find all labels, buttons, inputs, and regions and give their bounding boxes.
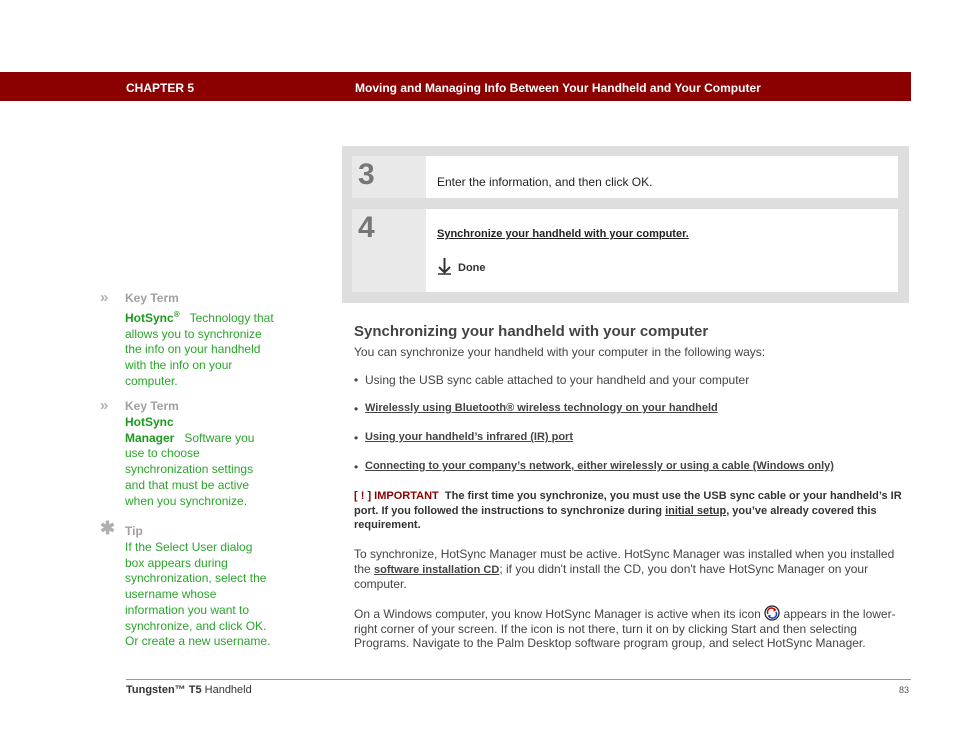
initial-setup-link[interactable]: initial setup: [665, 504, 727, 517]
steps-panel: [342, 146, 909, 303]
asterisk-icon: ✱: [100, 518, 116, 538]
paragraph-1: [354, 547, 904, 592]
step-4: [352, 209, 898, 292]
important-tag: IMPORTANT: [374, 490, 439, 502]
para1-text-1: To synchronize, HotSync Manager must be active. HotSync Manager was installed when you installed the: [354, 547, 895, 576]
chapter-label: CHAPTER 5: [126, 81, 195, 95]
sidebar-body: [125, 307, 275, 390]
sidebar-body: [125, 415, 275, 509]
done-label: Done: [458, 262, 486, 274]
network-link[interactable]: Connecting to your company’s network, either wirelessly or using a cable (Windows only): [365, 460, 834, 472]
section-intro: You can synchronize your handheld with your computer in the following ways:: [354, 345, 766, 359]
term-definition: Technology that allows you to synchronize the info on your handheld with the info on your computer.: [125, 311, 274, 388]
step-number: 4: [352, 209, 426, 292]
chapter-title: Moving and Managing Info Between Your Handheld and Your Computer: [355, 81, 761, 95]
term-line-2: Manager: [125, 430, 175, 445]
paragraph-2: [354, 605, 904, 651]
down-arrow-icon: [437, 257, 452, 275]
important-text-1: The first time you synchronize, you must use the USB sync cable or your handheld’s IR port. If you followed the instructions to synchronize during: [354, 490, 902, 517]
footer-product: [126, 684, 252, 696]
step-3: [352, 156, 898, 198]
para2-text-1: On a Windows computer, you know HotSync Manager is active when its icon: [354, 607, 765, 621]
term-line-1: HotSync: [125, 415, 174, 429]
important-text-2: , you’ve already covered this requirement.: [354, 504, 877, 531]
double-chevron-icon: »: [100, 397, 109, 414]
product-suffix: Handheld: [201, 684, 252, 696]
para2-text-2: appears in the lower-right corner of your screen. If the icon is not there, turn it on by clicking Start and then selecting Programs. Navigate to the Palm Desktop software program group, and select HotSync Manager.: [354, 607, 896, 650]
hotsync-icon: [764, 605, 780, 621]
important-bracket: [ ! ]: [354, 490, 372, 502]
sidebar-body: If the Select User dialog box appears during synchronization, select the username whose information you want to synchronize, and click OK. Or create a new username.: [125, 540, 271, 649]
step-link[interactable]: Synchronize your handheld with your computer.: [437, 228, 689, 240]
sidebar-label: Key Term: [125, 399, 179, 413]
infrared-link[interactable]: Using your handheld’s infrared (IR) port: [365, 431, 573, 443]
bluetooth-link[interactable]: Wirelessly using Bluetooth® wireless technology on your handheld: [365, 402, 718, 414]
sidebar-label: Key Term: [125, 291, 179, 305]
chapter-header: [0, 72, 911, 101]
sidebar-label: Tip: [125, 524, 143, 538]
step-text: Enter the information, and then click OK.: [437, 175, 653, 189]
step-number: 3: [352, 156, 426, 198]
double-chevron-icon: »: [100, 289, 109, 306]
footer-divider: [126, 679, 911, 680]
registered-mark: ®: [173, 310, 180, 319]
page-number: 83: [899, 685, 910, 695]
bullet-text: Using the USB sync cable attached to your handheld and your computer: [365, 373, 750, 387]
section-heading: Synchronizing your handheld with your computer: [354, 323, 709, 340]
term: HotSync: [125, 311, 174, 325]
term-definition: Software you use to choose synchronization settings and that must be active when you synchronize.: [125, 430, 255, 508]
para1-text-2: ; if you didn't install the CD, you don't have HotSync Manager on your computer.: [354, 561, 869, 591]
product-name: Tungsten™ T5: [126, 684, 202, 696]
important-note: [354, 489, 902, 533]
software-cd-link[interactable]: software installation CD: [374, 563, 500, 576]
